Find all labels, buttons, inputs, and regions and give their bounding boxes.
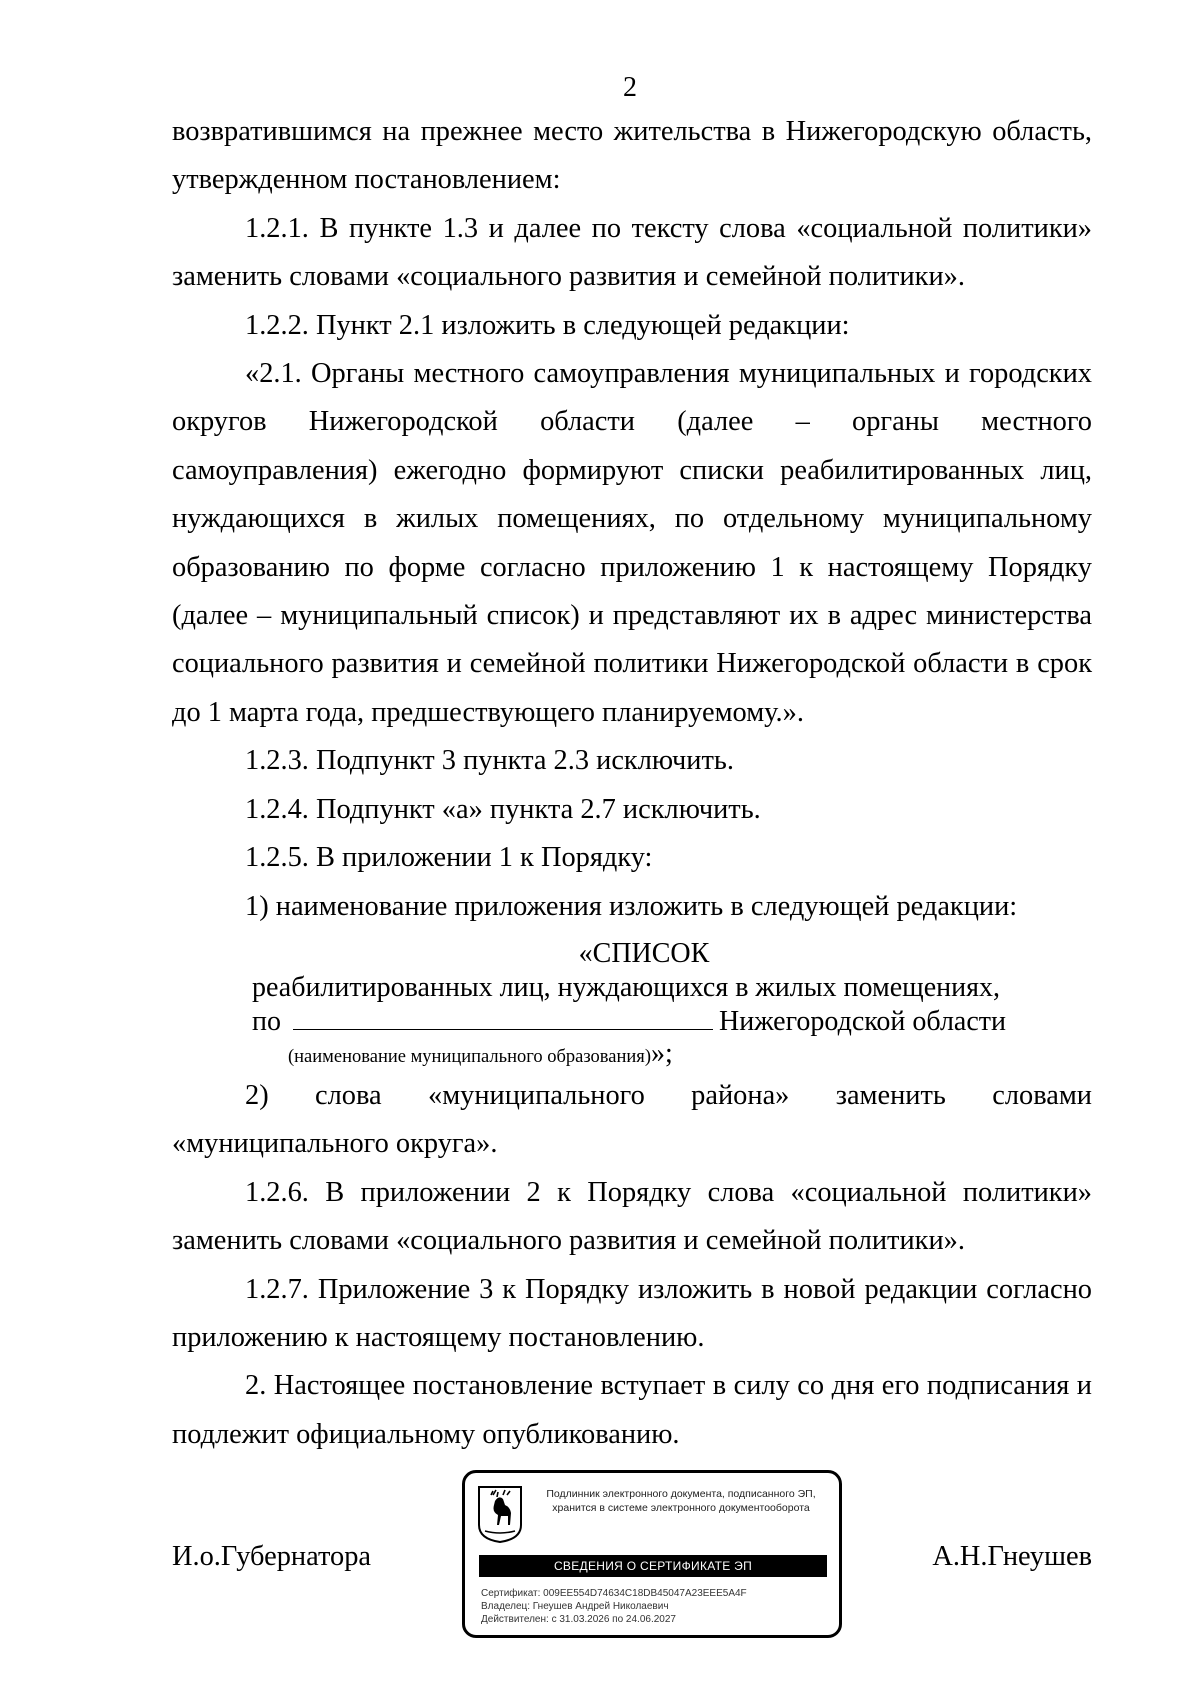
paragraph-1-2-5: 1.2.5. В приложении 1 к Порядку: [245,842,653,874]
list-title-caption-line [172,1039,1092,1072]
list-title-subheading: реабилитированных лиц, нуждающихся в жилых помещениях, [252,971,1000,1003]
stamp-header-text: Подлинник электронного документа, подписанного ЭП, хранится в системе электронного документооборота [546,1488,816,1514]
list-title-region-line [172,1005,1092,1039]
list-title-caption: (наименование муниципального образования) [288,1046,651,1067]
paragraph-1-2-3: 1.2.3. Подпункт 3 пункта 2.3 исключить. [245,745,734,777]
list-title-prefix: по [252,1005,281,1037]
paragraph-item-2: 2) слова «муниципального района» заменить словами «муниципального округа». [172,1079,1092,1160]
paragraph-1-2-7: 1.2.7. Приложение 3 к Порядку изложить в новой редакции согласно приложению к настоящему постановлению. [172,1273,1092,1353]
paragraph-continuation: возвратившимся на прежнее место жительства в Нижегородскую область, утвержденном постановлением: [172,116,1092,196]
paragraph-1-2-4: 1.2.4. Подпункт «а» пункта 2.7 исключить. [245,793,761,825]
list-title-caption-tail: »; [650,1037,673,1069]
deer-emblem-icon [477,1485,523,1543]
signatory-position: И.о.Губернатора [172,1541,371,1572]
list-title-suffix: Нижегородской области [718,1005,1007,1037]
paragraph-1-2-1: 1.2.1. В пункте 1.3 и далее по тексту слова «социальной политики» заменить словами «социального развития и семейной политики». [172,212,1092,293]
paragraph-1-2-2: 1.2.2. Пункт 2.1 изложить в следующей редакции: [245,309,850,341]
stamp-validity: Действителен: с 31.03.2026 по 24.06.2027 [481,1614,676,1625]
page-number: 2 [623,72,637,103]
blank-line [293,1005,713,1030]
paragraph-2-1-quote: «2.1. Органы местного самоуправления муниципальных и городских округов Нижегородской области (далее – органы местного самоуправления) ежегодно формируют списки реабилитированных лиц, нуждающихся в жилых помещениях, по отдельному муниципальному образованию по форме согласно приложению 1 к настоящему Порядку (далее – муниципальный список) и представляют их в адрес министерства социального развития и семейной политики Нижегородской области в срок до 1 марта года, предшествующего планируемому.». [172,358,1092,728]
signatory-name: А.Н.Гнеушев [932,1541,1092,1572]
electronic-signature-stamp [462,1470,842,1638]
paragraph-2: 2. Настоящее постановление вступает в силу со дня его подписания и подлежит официальному опубликованию. [172,1370,1092,1450]
list-title-heading: «СПИСОК [578,937,710,969]
stamp-title-bar: СВЕДЕНИЯ О СЕРТИФИКАТЕ ЭП [479,1555,827,1577]
list-title-block [172,937,1092,1072]
stamp-certificate-info [481,1587,747,1626]
document-body [172,108,1092,1459]
stamp-certificate: Сертификат: 009EE554D74634C18DB45047A23EEE5A4F [481,1588,747,1599]
paragraph-item-1: 1) наименование приложения изложить в следующей редакции: [245,890,1018,922]
stamp-owner: Владелец: Гнеушев Андрей Николаевич [481,1601,669,1612]
paragraph-1-2-6: 1.2.6. В приложении 2 к Порядку слова «социальной политики» заменить словами «социального развития и семейной политики». [172,1176,1092,1257]
